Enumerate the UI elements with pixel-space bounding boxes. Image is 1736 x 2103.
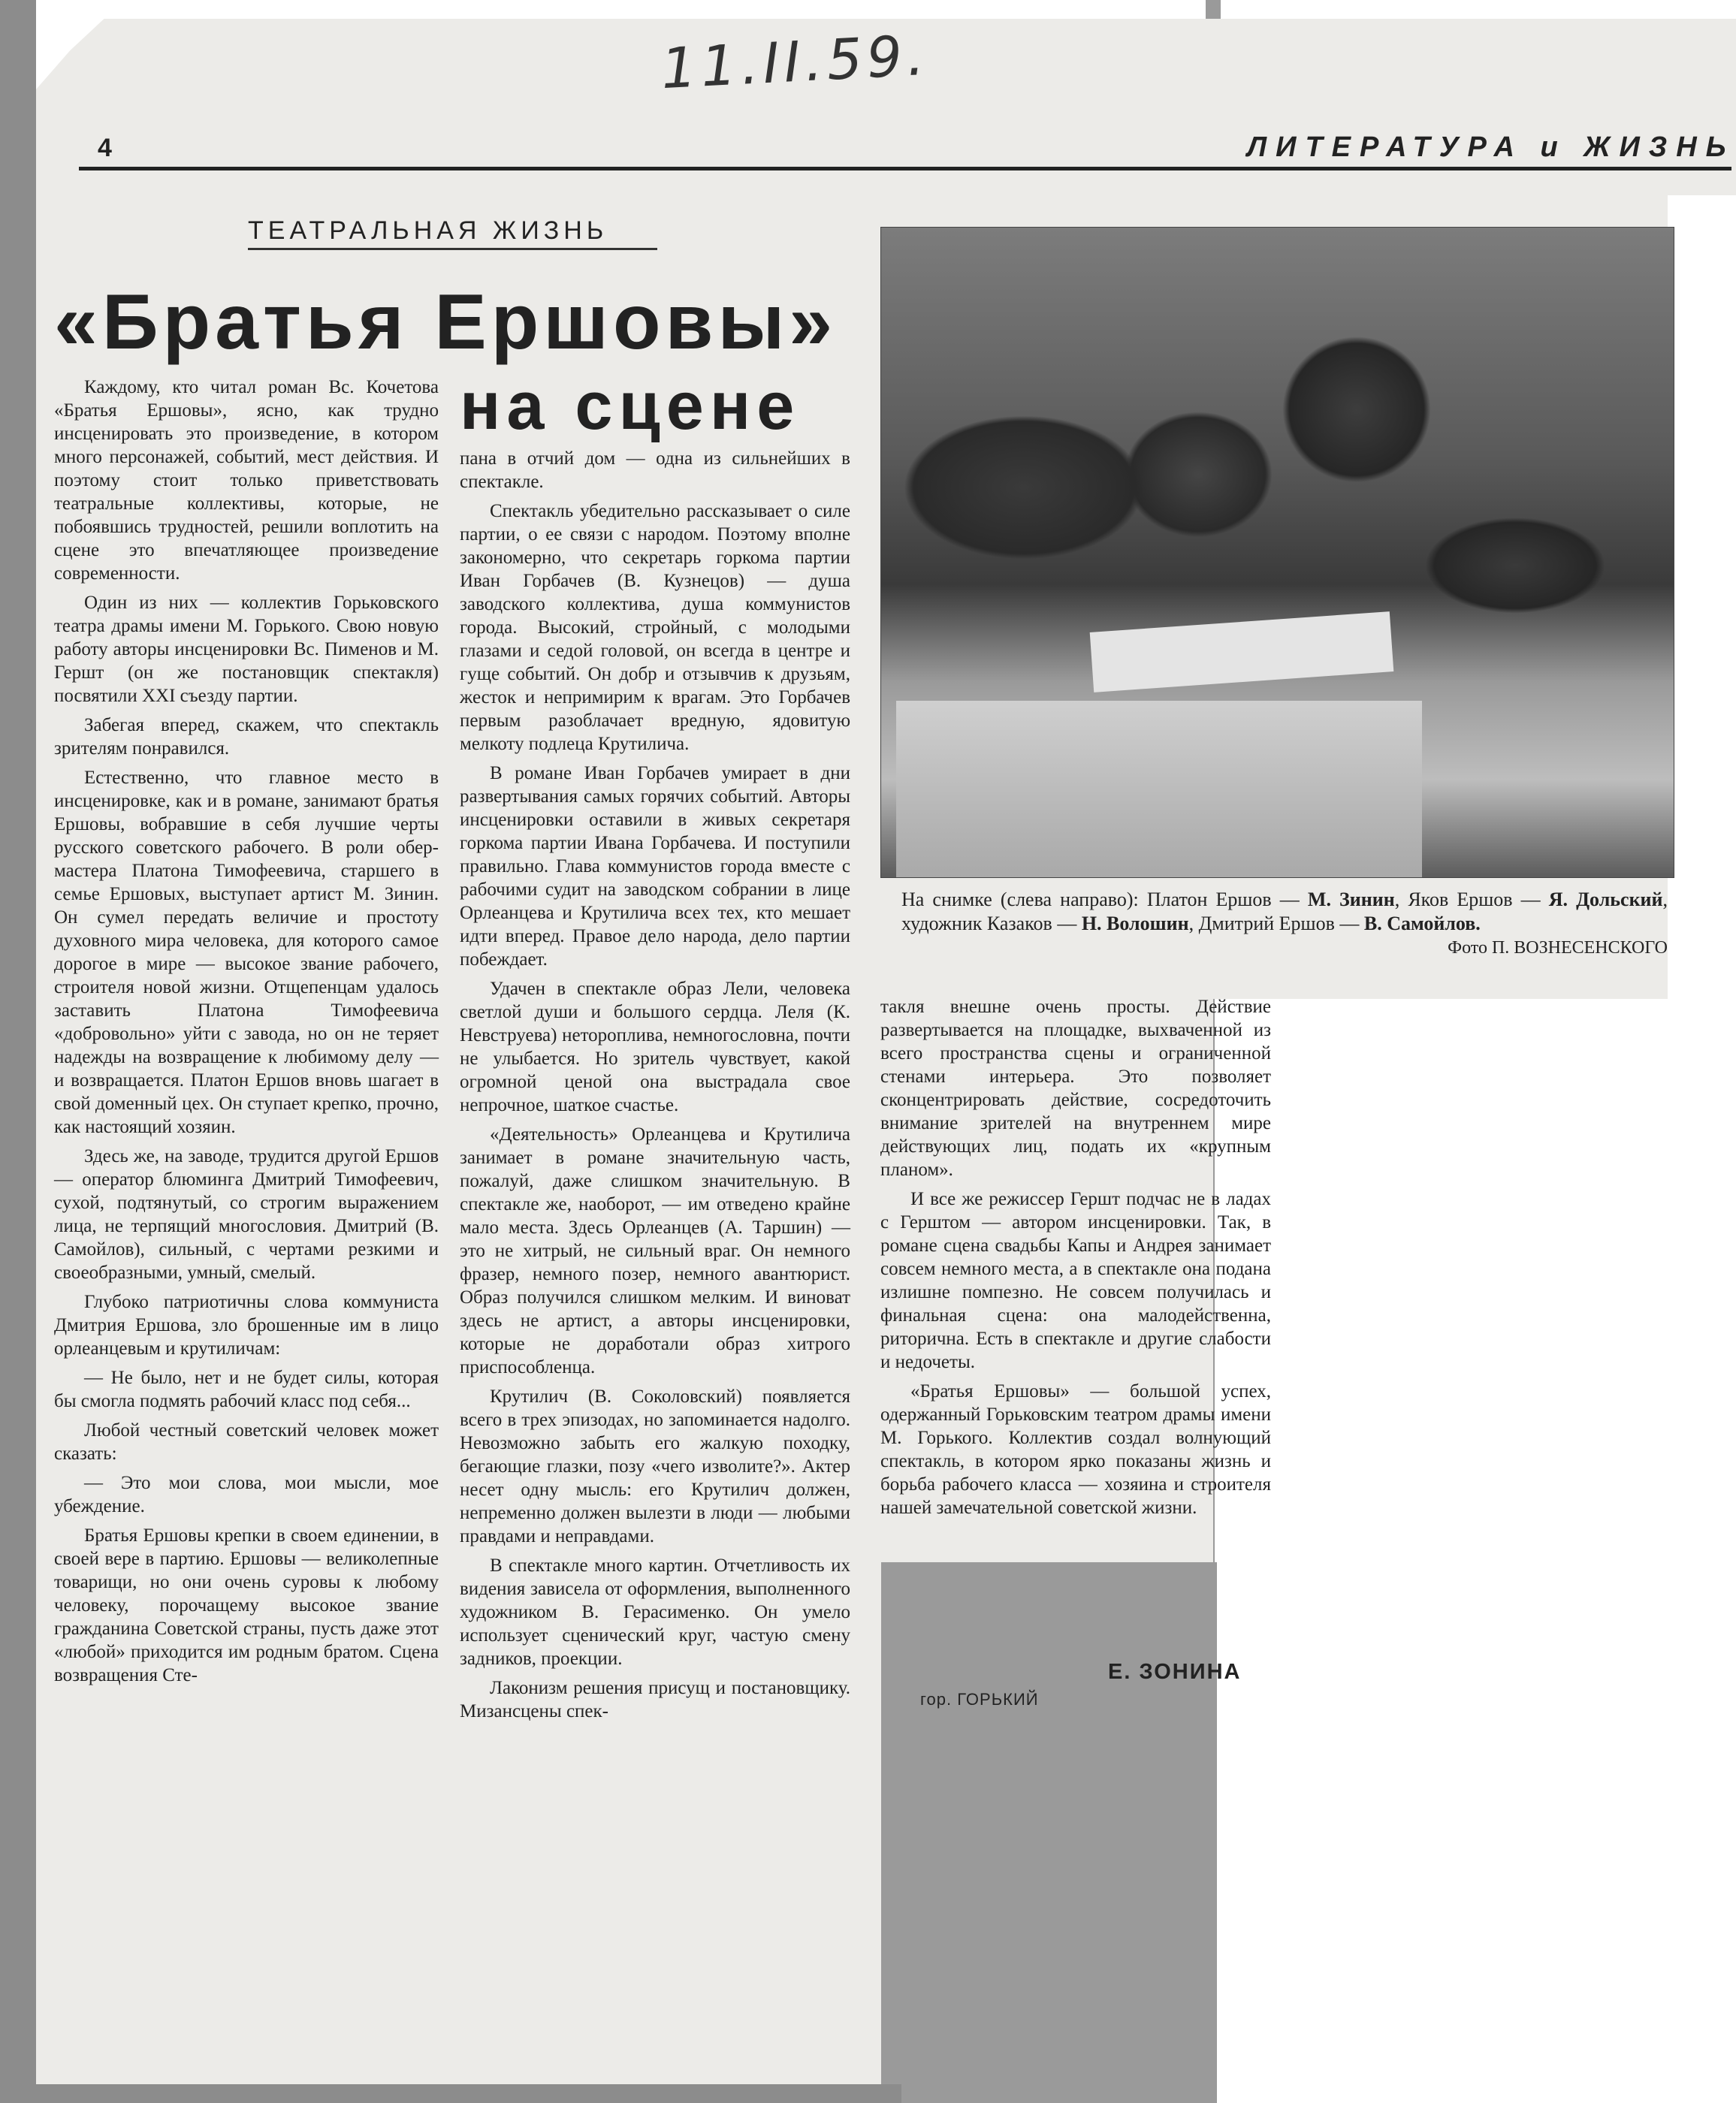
- paragraph: Глубоко патриотичны слова коммуниста Дмитрия Ершова, зло брошенные им в лицо орлеанцевым и крутиличам:: [54, 1292, 439, 1359]
- scan-background-left: [0, 0, 36, 2103]
- caption-text: , художник Казаков —: [901, 889, 1668, 934]
- article-column-1: [54, 376, 439, 1693]
- paragraph: В спектакле много картин. Отчетливость их видения зависела от оформления, выполненного художником В. Герасименко. Он умело использует сценический круг, частую смену задников, проекции.: [460, 1555, 850, 1669]
- paragraph: «Деятельность» Орлеанцева и Крутилича занимает в романе значительную часть, пожалуй, даже слишком значительную. В спектакле же, наоборот, — им отведено крайне мало места. Здесь Орлеанцев (А. Таршин) — это не хитрый, не сильный враг. Он немного фразер, немного позер, немного авантюрист. Образ получился слишком мелким. И виноват здесь не артист, а авторы инсценировки, которые не доработали образ хитрого приспособленца.: [460, 1124, 850, 1377]
- paragraph: Лаконизм решения присущ и постановщику. Мизансцены спек-: [460, 1678, 850, 1721]
- author-city: гор. ГОРЬКИЙ: [920, 1690, 1039, 1709]
- masthead: ЛИТЕРАТУРА и ЖИЗНЬ: [1247, 131, 1735, 163]
- caption-actor: Н. Волошин: [1081, 913, 1189, 934]
- paragraph: Забегая вперед, скажем, что спектакль зрителям понравился.: [54, 715, 439, 759]
- rubric: ТЕАТРАЛЬНАЯ ЖИЗНЬ: [248, 216, 608, 245]
- paragraph: И все же режиссер Гершт подчас не в ладах с Герштом — автором инсценировки. Так, в романе сцена свадьбы Капы и Андрея занимает совсем немного места, а в спектакле она подана излишне помпезно. Не совсем получилась и финальная сцена: она малодейственна, риторична. Есть в спектакле и другие слабости и недочеты.: [880, 1189, 1271, 1372]
- paragraph: Спектакль убедительно рассказывает о силе партии, о ее связи с народом. Поэтому вполне закономерно, что секретарь горкома партии Иван Горбачев (В. Кузнецов) — душа заводского коллектива, душа коммунистов города. Высокий, стройный, с молодыми глазами и седой головой, он всегда в центре и гуще событий. Он добр и отзывчив к друзьям, жесток и непримирим к врагам. Это Горбачев первым разоблачает вредную, ядовитую мелкоту подлеца Крутилича.: [460, 501, 850, 754]
- photo-paper-sheet: [1090, 611, 1394, 692]
- paragraph: Здесь же, на заводе, трудится другой Ершов — оператор блюминга Дмитрий Тимофеевич, сухой, подтянутый, со строгим выражением лица, не терпящий многословия. Дмитрий (В. Самойлов), сильный, с чертами резкими и своеобразными, умный, смелый.: [54, 1146, 439, 1283]
- photo-table-cloth: [896, 701, 1422, 877]
- paragraph: Крутилич (В. Соколовский) появляется всего в трех эпизодах, но запоминается надолго. Невозможно забыть его жалкую походку, бегающие глазки, позу «чего изволите?». Актер несет одну мысль: его Крутилич должен, непременно должен вылезти в люди — любыми правдами и неправдами.: [460, 1386, 850, 1546]
- article-column-3: [880, 995, 1271, 1525]
- paragraph: В романе Иван Горбачев умирает в дни развертывания самых горячих событий. Авторы инсценировки оставили в живых секретаря горкома партии Ивана Горбачева. И поступили правильно. Глава коммунистов города вместе с рабочими судит на заводском собрании в лице Орлеанцева и Крутилича всех тех, кто мешает идти вперед. Правое дело народа, дело партии побеждает.: [460, 763, 850, 970]
- rubric-underline: [248, 248, 657, 250]
- article-subheadline: на сцене: [460, 369, 801, 444]
- paragraph: Братья Ершовы крепки в своем единении, в своей вере в партию. Ершовы — великолепные товарищи, но они очень суровы к любому человеку, порочащему высокое звание гражданина Советской страны, пусть даже этот «любой» приходится им родным братом. Сцена возвращения Сте-: [54, 1525, 439, 1685]
- photo-caption: [901, 888, 1668, 960]
- paragraph: Естественно, что главное место в инсценировке, как и в романе, занимают братья Ершовы, вобравшие в себя лучшие черты русского советского рабочего. В роли обер-мастера Платона Тимофеевича, старшего в семье Ершовых, выступает артист М. Зинин. Он сумел передать величие и простоту духовного мира человека, для которого самое дорогое в мире — высокое звание рабочего, строителя новой жизни. Отщепенцам удалось заставить Платона Тимофеевича «добровольно» уйти с завода, но он не теряет надежды на возвращение к любимому делу — и возвращается. Платон Ершов вновь шагает в свой доменный цех. Он ступает крепко, прочно, как настоящий хозяин.: [54, 768, 439, 1137]
- caption-text: На снимке (слева направо): Платон Ершов —: [901, 889, 1308, 910]
- paragraph: Один из них — коллектив Горьковского театра драмы имени М. Горького. Свою новую работу авторы инсценировки Вс. Пименов и М. Гершт (он же постановщик спектакля) посвятили XXI съезду партии.: [54, 593, 439, 706]
- author-signature: Е. ЗОНИНА: [1108, 1660, 1242, 1684]
- paragraph: — Не было, нет и не будет силы, которая бы смогла подмять рабочий класс под себя...: [54, 1368, 439, 1411]
- paragraph: Удачен в спектакле образ Лели, человека светлой души и большого сердца. Леля (К. Невструева) неторопливa, немногословна, почти не улыбается. Но зритель чувствует, какой огромной ценой она выстрадала свое непрочное, шаткое счастье.: [460, 979, 850, 1115]
- masthead-rule: [79, 167, 1731, 170]
- scan-background-bottom: [0, 2084, 901, 2103]
- paragraph: пана в отчий дом — одна из сильнейших в спектакле.: [460, 448, 850, 492]
- paragraph: «Братья Ершовы» — большой успех, одержанный Горьковским театром драмы имени М. Горького. Коллектив создал волнующий спектакль, в котором ярко показаны жизнь и борьба рабочего класса — хозяина и строителя нашей замечательной советской жизни.: [880, 1381, 1271, 1518]
- paragraph: Каждому, кто читал роман Вс. Кочетова «Братья Ершовы», ясно, как трудно инсценировать это произведение, в котором много персонажей, событий, мест действия. И поэтому стоит только приветствовать театральные коллективы, которые, не побоявшись трудностей, решили воплотить на сцене это впечатляющее произведение современности.: [54, 377, 439, 584]
- page-number: 4: [98, 134, 112, 162]
- handwritten-date: 11.II.59.: [659, 23, 931, 102]
- article-column-2: [460, 447, 850, 1729]
- caption-actor: В. Самойлов.: [1363, 913, 1481, 934]
- scan-background-bottom-right: [879, 1562, 1217, 2103]
- paragraph: — Это мои слова, мои мысли, мое убеждение.: [54, 1473, 439, 1516]
- stage-photo: [880, 227, 1674, 878]
- photo-credit: Фото П. ВОЗНЕСЕНСКОГО: [1448, 938, 1668, 958]
- caption-actor: М. Зинин: [1307, 889, 1395, 910]
- caption-actor: Я. Дольский: [1548, 889, 1663, 910]
- article-headline: «Братья Ершовы»: [54, 279, 838, 366]
- paragraph: Любой честный советский человек может сказать:: [54, 1420, 439, 1464]
- paragraph: такля внешне очень просты. Действие развертывается на площадке, выхваченной из всего пространства сцены и ограниченной стенами интерьера. Это позволяет сконцентрировать действие, сосредоточить внимание зрителей на внутреннем мире действующих лиц, подать их «крупным планом».: [880, 997, 1271, 1180]
- caption-text: , Яков Ершов —: [1394, 889, 1549, 910]
- caption-text: , Дмитрий Ершов —: [1188, 913, 1364, 934]
